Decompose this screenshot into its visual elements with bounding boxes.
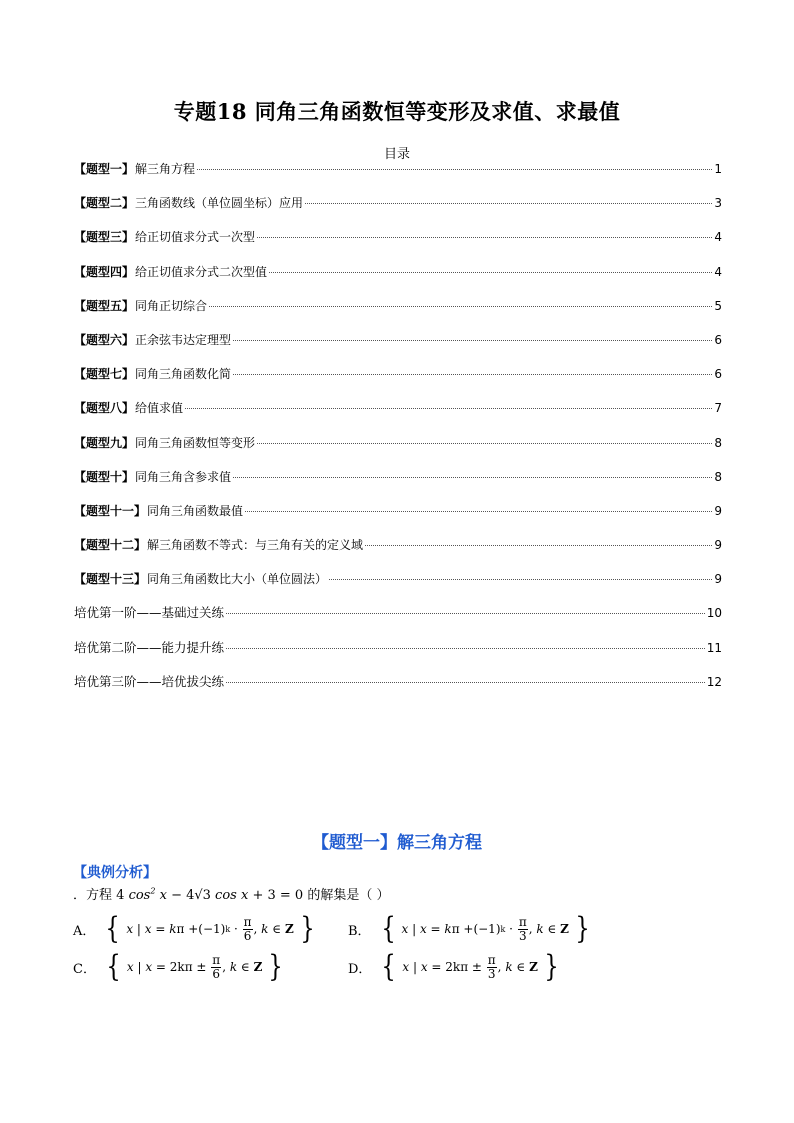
option-letter: D． bbox=[348, 961, 372, 977]
toc-item-label: 同角三角函数恒等变形 bbox=[135, 435, 256, 450]
fraction-numerator: π bbox=[518, 914, 527, 929]
solution-set: { x | x = 2kπ ± $\frac{\pi}{6}$ , k ∈ Z } bbox=[106, 949, 283, 984]
toc-item-label: 培优第二阶——能力提升练 bbox=[74, 639, 225, 655]
toc-item-label: 给正切值求分式二次型值 bbox=[135, 264, 268, 279]
toc-item[interactable] bbox=[74, 468, 722, 502]
toc-item-tag: 【题型八】 bbox=[74, 401, 135, 416]
option-c[interactable] bbox=[73, 949, 285, 984]
toc-item[interactable] bbox=[74, 399, 722, 433]
fraction-numerator: π bbox=[212, 952, 221, 967]
toc-item[interactable] bbox=[74, 365, 722, 399]
table-of-contents bbox=[74, 160, 722, 707]
toc-leader bbox=[185, 408, 712, 409]
toc-item-page: 9 bbox=[714, 572, 722, 587]
toc-item-tag: 【题型十二】 bbox=[74, 538, 147, 553]
document-title: 专题18 同角三角函数恒等变形及求值、求最值 bbox=[173, 99, 621, 124]
toc-leader bbox=[365, 545, 712, 546]
toc-item-page: 5 bbox=[714, 298, 722, 313]
toc-item-label: 同角三角含参求值 bbox=[135, 469, 232, 484]
solution-set: { x | x = 2kπ ± $\frac{\pi}{3}$ , k ∈ Z } bbox=[381, 949, 559, 984]
toc-item-label: 培优第三阶——培优拔尖练 bbox=[74, 673, 225, 689]
toc-leader bbox=[233, 374, 712, 375]
toc-item-label: 给正切值求分式一次型 bbox=[135, 230, 256, 245]
toc-item[interactable] bbox=[74, 331, 722, 365]
toc-leader bbox=[226, 682, 705, 683]
option-letter: A． bbox=[73, 923, 96, 939]
toc-item-page: 6 bbox=[714, 332, 722, 347]
toc-item-tag: 【题型五】 bbox=[74, 298, 135, 313]
fraction-denominator: 6 bbox=[212, 966, 221, 981]
toc-item-page: 1 bbox=[714, 162, 722, 176]
toc-item-label: 正余弦韦达定理型 bbox=[135, 332, 232, 347]
toc-leader bbox=[209, 306, 712, 307]
toc-item-tag: 【题型四】 bbox=[74, 264, 135, 279]
toc-item-tag: 【题型十三】 bbox=[74, 572, 147, 587]
question-suffix: 的解集是（ ） bbox=[307, 888, 390, 903]
toc-item-tag: 【题型七】 bbox=[74, 367, 135, 382]
toc-item-tag: 【题型三】 bbox=[74, 230, 135, 245]
toc-item[interactable] bbox=[74, 639, 722, 673]
toc-item-label: 培优第一阶——基础过关练 bbox=[74, 605, 225, 621]
toc-item[interactable] bbox=[74, 194, 722, 228]
section-title: 【题型一】解三角方程 bbox=[312, 833, 482, 853]
fraction-denominator: 6 bbox=[243, 928, 252, 943]
toc-leader bbox=[233, 340, 712, 341]
fraction-denominator: 3 bbox=[518, 928, 527, 943]
toc-heading: 目录 bbox=[383, 147, 410, 162]
option-letter: C． bbox=[73, 961, 96, 977]
equation: 4 $\cos^2 x - 4√3$ cos x + 3 = 0 bbox=[116, 886, 304, 903]
toc-item[interactable] bbox=[74, 536, 722, 570]
toc-item-label: 同角三角函数最值 bbox=[147, 503, 244, 518]
toc-item-page: 10 bbox=[706, 606, 722, 621]
toc-item[interactable] bbox=[74, 228, 722, 262]
toc-leader bbox=[233, 477, 712, 478]
toc-item[interactable] bbox=[74, 673, 722, 707]
toc-item-page: 3 bbox=[714, 196, 722, 211]
option-exponent: k bbox=[500, 924, 506, 934]
toc-item-page: 7 bbox=[714, 401, 722, 416]
toc-item-tag: 【题型六】 bbox=[74, 332, 135, 347]
toc-leader bbox=[329, 579, 712, 580]
toc-item-label: 同角正切综合 bbox=[135, 298, 208, 313]
toc-leader bbox=[257, 443, 712, 444]
toc-leader bbox=[226, 648, 705, 649]
toc-leader bbox=[226, 613, 705, 614]
toc-item-page: 12 bbox=[706, 674, 722, 689]
toc-leader bbox=[269, 272, 712, 273]
fraction-numerator: π bbox=[487, 952, 496, 967]
toc-item[interactable] bbox=[74, 160, 722, 194]
toc-item-label: 同角三角函数化简 bbox=[135, 367, 232, 382]
option-sign: 2kπ ± bbox=[445, 960, 482, 974]
toc-item-page: 8 bbox=[714, 469, 722, 484]
option-sign: +(−1) bbox=[463, 922, 501, 936]
toc-item-label: 同角三角函数比大小（单位圆法） bbox=[147, 572, 328, 587]
option-a[interactable] bbox=[73, 911, 317, 946]
fraction-denominator: 3 bbox=[487, 966, 496, 981]
toc-item-label: 给值求值 bbox=[135, 401, 184, 416]
solution-set: { x | x = k π +(−1) k · $\frac{\pi}{6}$ , k ∈ Z } bbox=[105, 911, 315, 946]
option-exponent: k bbox=[225, 924, 231, 934]
toc-item-label: 解三角函数不等式：与三角有关的定义域 bbox=[147, 538, 364, 553]
toc-item-page: 9 bbox=[714, 538, 722, 553]
toc-item[interactable] bbox=[74, 263, 722, 297]
toc-item-page: 8 bbox=[714, 435, 722, 450]
toc-leader bbox=[197, 169, 712, 170]
toc-item-tag: 【题型二】 bbox=[74, 196, 135, 211]
option-b[interactable] bbox=[348, 911, 592, 946]
toc-item-tag: 【题型十一】 bbox=[74, 503, 147, 518]
example-tag: 【典例分析】 bbox=[73, 865, 157, 881]
option-sign: 2kπ ± bbox=[169, 960, 207, 974]
option-d[interactable] bbox=[348, 949, 561, 984]
toc-item-tag: 【题型九】 bbox=[74, 435, 135, 450]
toc-item[interactable] bbox=[74, 297, 722, 331]
fraction-numerator: π bbox=[243, 914, 252, 929]
solution-set: { x | x = k π +(−1) k · $\frac{\pi}{3}$ , k ∈ Z } bbox=[380, 911, 590, 946]
toc-item-page: 4 bbox=[714, 264, 722, 279]
question-stem bbox=[73, 884, 389, 903]
toc-item-label: 三角函数线（单位圆坐标）应用 bbox=[135, 196, 304, 211]
question-prefix: ．方程 bbox=[73, 888, 113, 903]
toc-item-page: 4 bbox=[714, 230, 722, 245]
option-sign: +(−1) bbox=[188, 922, 226, 936]
toc-item-tag: 【题型十】 bbox=[74, 469, 135, 484]
toc-leader bbox=[245, 511, 712, 512]
toc-item[interactable] bbox=[74, 434, 722, 468]
toc-item-page: 11 bbox=[706, 640, 722, 655]
option-letter: B． bbox=[348, 923, 371, 939]
toc-item[interactable] bbox=[74, 502, 722, 536]
toc-item-tag: 【题型一】 bbox=[74, 162, 135, 176]
toc-leader bbox=[257, 237, 712, 238]
toc-leader bbox=[305, 203, 712, 204]
toc-item-page: 9 bbox=[714, 503, 722, 518]
toc-item-label: 解三角方程 bbox=[135, 162, 196, 176]
toc-item[interactable] bbox=[74, 570, 722, 604]
toc-item[interactable] bbox=[74, 604, 722, 638]
toc-item-page: 6 bbox=[714, 367, 722, 382]
